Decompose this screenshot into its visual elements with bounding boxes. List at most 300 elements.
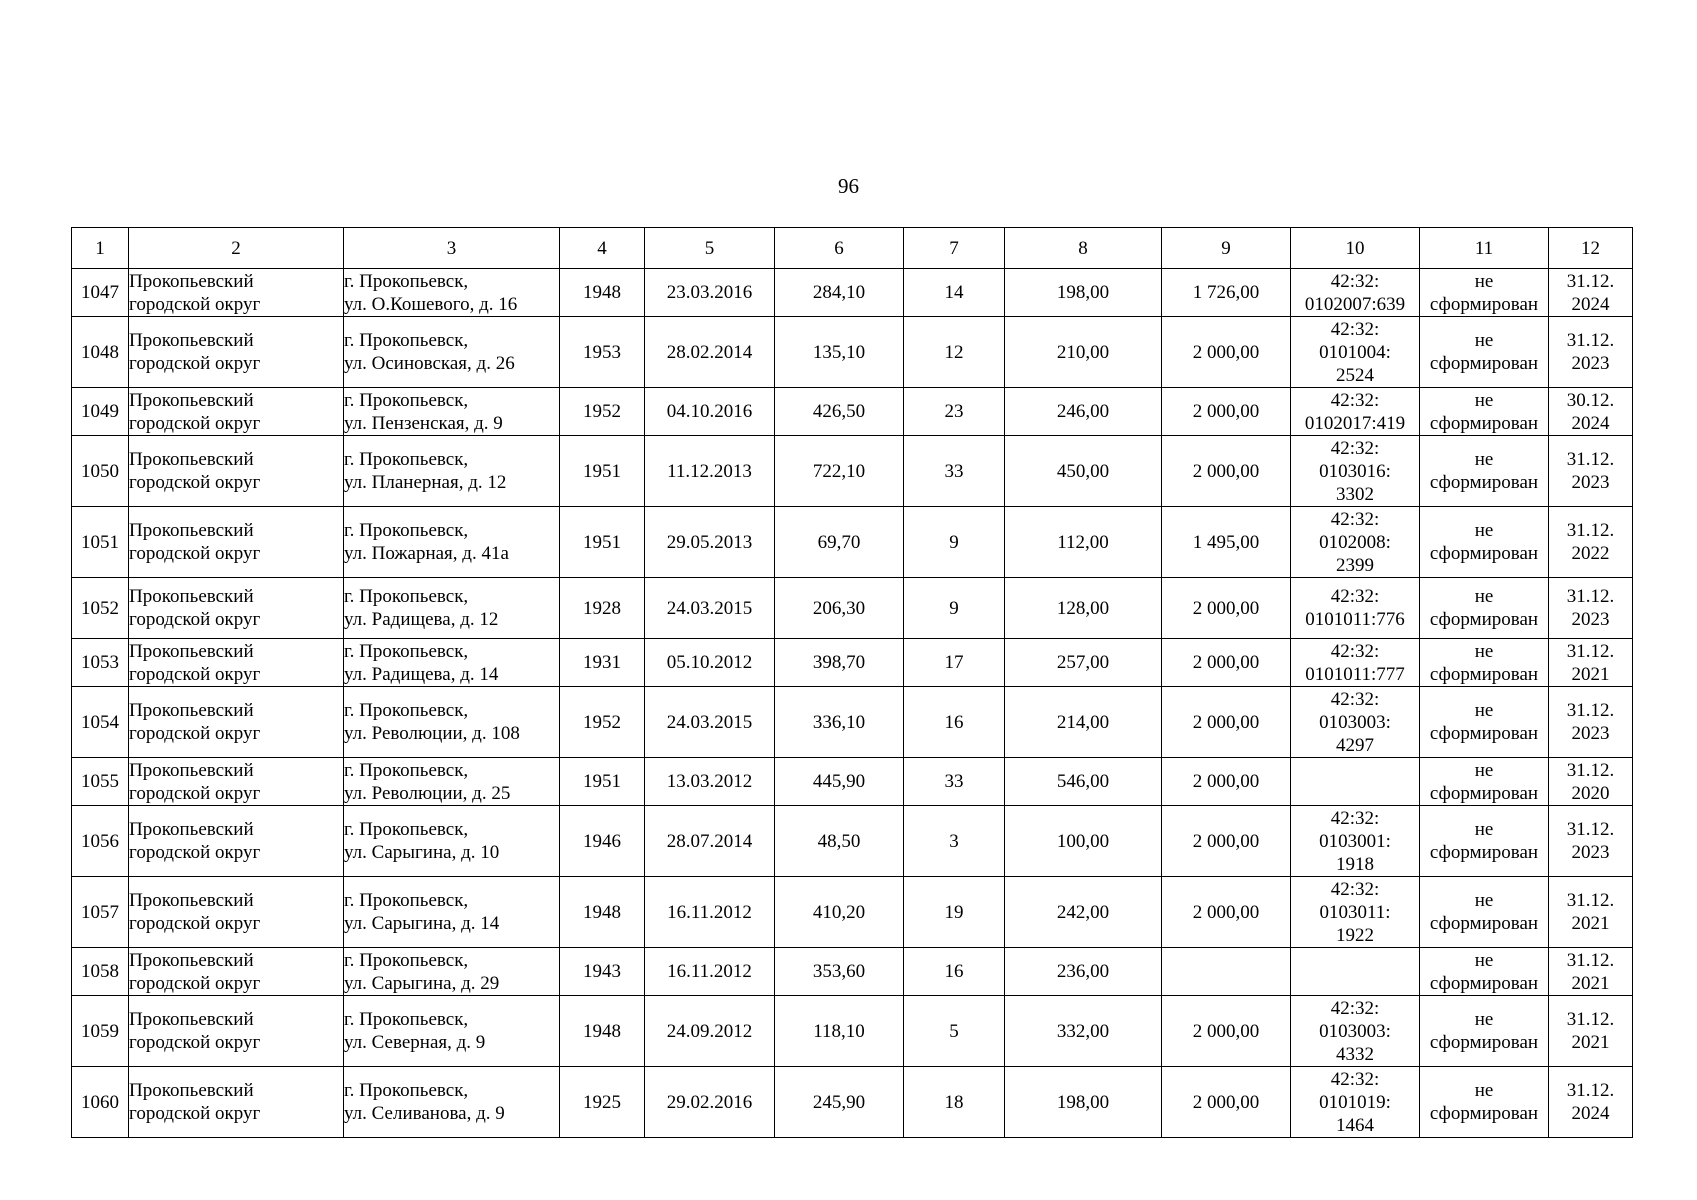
- cell-deadline-line: 31.12.: [1566, 330, 1615, 351]
- cell-col-9: 2 000,00: [1162, 317, 1291, 388]
- cell-deadline-line: 31.12.: [1566, 520, 1615, 541]
- cell-cadastral-line: 0102008:: [1319, 531, 1391, 553]
- cell-status: [1420, 507, 1549, 578]
- cell-deadline: [1549, 877, 1633, 948]
- cell-cadastral: [1291, 436, 1420, 507]
- cell-status-line: сформирован: [1429, 663, 1539, 685]
- cell-row-number: 1047: [72, 269, 129, 317]
- column-header: 11: [1420, 228, 1549, 269]
- cell-year: 1943: [560, 948, 645, 996]
- cell-address-line: г. Прокопьевск,: [344, 270, 469, 292]
- cell-row-number: 1050: [72, 436, 129, 507]
- cell-address-line: г. Прокопьевск,: [344, 949, 469, 971]
- cell-cadastral-line: 0102017:419: [1304, 412, 1406, 434]
- cell-status: [1420, 436, 1549, 507]
- cell-address-line: ул. Сарыгина, д. 14: [344, 913, 500, 934]
- cell-col-9: [1162, 948, 1291, 996]
- cell-status-line: сформирован: [1429, 543, 1539, 564]
- cell-address: [344, 877, 560, 948]
- cell-status-line: не: [1474, 949, 1494, 971]
- cell-col-6: 398,70: [775, 639, 904, 687]
- cell-date: 24.09.2012: [645, 996, 775, 1067]
- cell-status: [1420, 269, 1549, 317]
- cell-col-9: 2 000,00: [1162, 639, 1291, 687]
- cell-col-7: 14: [904, 269, 1005, 317]
- cell-address: [344, 687, 560, 758]
- cell-cadastral: [1291, 996, 1420, 1067]
- cell-address-line: ул. Революции, д. 108: [344, 723, 520, 744]
- cell-deadline-line: 31.12.: [1566, 1080, 1615, 1101]
- cell-district-line: городской округ: [129, 1103, 261, 1124]
- cell-cadastral-line: 1918: [1336, 853, 1374, 875]
- table-body: [72, 269, 1633, 1138]
- cell-address-line: г. Прокопьевск,: [344, 1080, 469, 1101]
- cell-address: [344, 507, 560, 578]
- cell-address: [344, 948, 560, 996]
- cell-col-6: 48,50: [775, 806, 904, 877]
- cell-cadastral-line: 4297: [1336, 734, 1374, 756]
- cell-col-8: 332,00: [1005, 996, 1162, 1067]
- cell-address-line: ул. Сарыгина, д. 10: [344, 842, 500, 863]
- cell-cadastral-line: 2399: [1336, 554, 1374, 576]
- cell-status: [1420, 948, 1549, 996]
- cell-col-9: 2 000,00: [1162, 758, 1291, 806]
- cell-year: 1951: [560, 758, 645, 806]
- cell-status-line: сформирован: [1429, 293, 1539, 315]
- cell-district-line: Прокопьевский: [129, 1080, 254, 1101]
- cell-year: 1948: [560, 877, 645, 948]
- cell-district-line: Прокопьевский: [129, 330, 254, 351]
- cell-status-line: сформирован: [1429, 913, 1539, 934]
- cell-cadastral-line: 42:32:: [1330, 270, 1380, 292]
- cell-cadastral-line: 1922: [1336, 924, 1374, 946]
- cell-district-line: Прокопьевский: [129, 819, 254, 840]
- cell-col-9: 2 000,00: [1162, 877, 1291, 948]
- cell-col-6: 245,90: [775, 1067, 904, 1138]
- cell-cadastral-line: 3302: [1336, 483, 1374, 505]
- column-header: 1: [72, 228, 129, 269]
- cell-district-line: городской округ: [129, 663, 261, 685]
- cell-address-line: г. Прокопьевск,: [344, 1009, 469, 1030]
- cell-cadastral-line: 2524: [1336, 364, 1374, 386]
- cell-date: 24.03.2015: [645, 578, 775, 639]
- cell-address: [344, 639, 560, 687]
- cell-cadastral-line: 42:32:: [1330, 318, 1380, 340]
- cell-col-9: 2 000,00: [1162, 388, 1291, 436]
- cell-address-line: ул. Пожарная, д. 41а: [344, 543, 509, 564]
- cell-cadastral: [1291, 269, 1420, 317]
- table-row: [72, 269, 1633, 317]
- cell-district-line: Прокопьевский: [129, 759, 254, 781]
- cell-col-6: 118,10: [775, 996, 904, 1067]
- cell-col-8: 214,00: [1005, 687, 1162, 758]
- table-row: [72, 578, 1633, 639]
- cell-col-8: 100,00: [1005, 806, 1162, 877]
- cell-deadline-line: 2021: [1571, 663, 1610, 685]
- table-row: [72, 877, 1633, 948]
- cell-cadastral-line: 42:32:: [1330, 508, 1380, 530]
- cell-status: [1420, 806, 1549, 877]
- cell-col-9: 2 000,00: [1162, 996, 1291, 1067]
- cell-col-7: 18: [904, 1067, 1005, 1138]
- cell-status-line: сформирован: [1429, 353, 1539, 374]
- cell-district-line: городской округ: [129, 543, 261, 564]
- cell-cadastral-line: 0101011:776: [1305, 609, 1405, 630]
- cell-col-9: 2 000,00: [1162, 578, 1291, 639]
- cell-address-line: г. Прокопьевск,: [344, 586, 469, 607]
- table-row: [72, 388, 1633, 436]
- cell-col-6: 722,10: [775, 436, 904, 507]
- table-row: [72, 806, 1633, 877]
- cell-status: [1420, 317, 1549, 388]
- column-header: 3: [344, 228, 560, 269]
- cell-year: 1931: [560, 639, 645, 687]
- cell-col-7: 12: [904, 317, 1005, 388]
- housing-registry-table: [71, 227, 1633, 1138]
- cell-col-8: 128,00: [1005, 578, 1162, 639]
- cell-cadastral: [1291, 687, 1420, 758]
- cell-row-number: 1058: [72, 948, 129, 996]
- cell-status: [1420, 687, 1549, 758]
- cell-deadline: [1549, 269, 1633, 317]
- cell-district-line: городской округ: [129, 609, 261, 630]
- table-row: [72, 507, 1633, 578]
- cell-cadastral-line: 0102007:639: [1304, 293, 1406, 315]
- cell-deadline-line: 2021: [1571, 1032, 1610, 1053]
- cell-year: 1928: [560, 578, 645, 639]
- cell-address-line: ул. Радищева, д. 12: [344, 609, 499, 630]
- cell-col-7: 23: [904, 388, 1005, 436]
- cell-col-9: 1 726,00: [1162, 269, 1291, 317]
- column-header: 7: [904, 228, 1005, 269]
- cell-col-9: 2 000,00: [1162, 436, 1291, 507]
- cell-status-line: сформирован: [1429, 972, 1539, 994]
- cell-col-7: 16: [904, 948, 1005, 996]
- cell-cadastral: [1291, 507, 1420, 578]
- table-row: [72, 317, 1633, 388]
- cell-status-line: не: [1474, 759, 1494, 781]
- cell-row-number: 1060: [72, 1067, 129, 1138]
- cell-date: 13.03.2012: [645, 758, 775, 806]
- cell-row-number: 1052: [72, 578, 129, 639]
- cell-col-7: 19: [904, 877, 1005, 948]
- cell-col-8: 450,00: [1005, 436, 1162, 507]
- cell-address: [344, 317, 560, 388]
- cell-status-line: не: [1474, 520, 1494, 541]
- cell-deadline-line: 31.12.: [1566, 586, 1615, 607]
- cell-deadline-line: 2024: [1571, 412, 1610, 434]
- cell-deadline-line: 30.12.: [1566, 389, 1615, 411]
- cell-deadline: [1549, 996, 1633, 1067]
- cell-col-6: 410,20: [775, 877, 904, 948]
- cell-district-line: Прокопьевский: [129, 949, 254, 971]
- cell-deadline-line: 2020: [1571, 782, 1610, 804]
- cell-deadline: [1549, 507, 1633, 578]
- cell-year: 1952: [560, 687, 645, 758]
- cell-address-line: г. Прокопьевск,: [344, 759, 469, 781]
- cell-col-8: 198,00: [1005, 269, 1162, 317]
- column-header: 9: [1162, 228, 1291, 269]
- cell-address: [344, 806, 560, 877]
- cell-date: 16.11.2012: [645, 877, 775, 948]
- cell-cadastral: [1291, 317, 1420, 388]
- cell-col-6: 206,30: [775, 578, 904, 639]
- cell-district-line: городской округ: [129, 972, 261, 994]
- cell-cadastral-line: 42:32:: [1330, 1068, 1380, 1090]
- cell-status-line: сформирован: [1429, 723, 1539, 744]
- table-row: [72, 1067, 1633, 1138]
- cell-cadastral-line: 42:32:: [1330, 688, 1380, 710]
- cell-date: 24.03.2015: [645, 687, 775, 758]
- cell-address-line: г. Прокопьевск,: [344, 449, 469, 470]
- cell-status-line: не: [1474, 389, 1494, 411]
- cell-deadline-line: 31.12.: [1566, 270, 1615, 292]
- cell-col-7: 9: [904, 507, 1005, 578]
- cell-status: [1420, 639, 1549, 687]
- cell-district: [129, 317, 344, 388]
- cell-year: 1953: [560, 317, 645, 388]
- cell-date: 23.03.2016: [645, 269, 775, 317]
- cell-district-line: городской округ: [129, 412, 261, 434]
- cell-col-8: 210,00: [1005, 317, 1162, 388]
- cell-cadastral: [1291, 877, 1420, 948]
- cell-col-7: 33: [904, 758, 1005, 806]
- cell-deadline-line: 2023: [1571, 842, 1610, 863]
- cell-cadastral-line: 42:32:: [1330, 997, 1380, 1019]
- cell-address-line: г. Прокопьевск,: [344, 640, 469, 662]
- cell-row-number: 1056: [72, 806, 129, 877]
- cell-cadastral-line: 0103003:: [1319, 1020, 1391, 1042]
- cell-district: [129, 269, 344, 317]
- cell-address: [344, 1067, 560, 1138]
- cell-district-line: городской округ: [129, 723, 261, 744]
- cell-col-9: 2 000,00: [1162, 806, 1291, 877]
- cell-deadline-line: 2024: [1571, 293, 1610, 315]
- cell-cadastral: [1291, 1067, 1420, 1138]
- cell-district-line: Прокопьевский: [129, 389, 254, 411]
- cell-address: [344, 758, 560, 806]
- cell-row-number: 1053: [72, 639, 129, 687]
- column-header: 5: [645, 228, 775, 269]
- cell-district-line: Прокопьевский: [129, 449, 254, 470]
- cell-deadline-line: 31.12.: [1566, 700, 1615, 721]
- cell-date: 16.11.2012: [645, 948, 775, 996]
- cell-cadastral-line: 0101019:: [1319, 1091, 1391, 1113]
- column-header: 12: [1549, 228, 1633, 269]
- cell-row-number: 1051: [72, 507, 129, 578]
- column-header: 10: [1291, 228, 1420, 269]
- cell-deadline-line: 31.12.: [1566, 759, 1615, 781]
- cell-cadastral-line: 0101011:777: [1305, 663, 1405, 685]
- cell-year: 1925: [560, 1067, 645, 1138]
- cell-date: 29.05.2013: [645, 507, 775, 578]
- cell-status: [1420, 996, 1549, 1067]
- cell-address: [344, 269, 560, 317]
- cell-district: [129, 996, 344, 1067]
- table-row: [72, 639, 1633, 687]
- cell-cadastral-line: 42:32:: [1330, 878, 1380, 900]
- cell-cadastral-line: 4332: [1336, 1043, 1374, 1065]
- cell-deadline: [1549, 578, 1633, 639]
- cell-deadline-line: 2022: [1571, 543, 1610, 564]
- cell-district: [129, 436, 344, 507]
- cell-address-line: ул. Радищева, д. 14: [344, 663, 499, 685]
- cell-address: [344, 436, 560, 507]
- cell-district-line: Прокопьевский: [129, 890, 254, 911]
- cell-col-7: 9: [904, 578, 1005, 639]
- cell-date: 28.02.2014: [645, 317, 775, 388]
- cell-status-line: не: [1474, 890, 1494, 911]
- cell-status-line: не: [1474, 700, 1494, 721]
- cell-cadastral-line: 42:32:: [1330, 807, 1380, 829]
- cell-address-line: г. Прокопьевск,: [344, 520, 469, 541]
- cell-status-line: сформирован: [1429, 782, 1539, 804]
- cell-status-line: не: [1474, 640, 1494, 662]
- cell-deadline: [1549, 639, 1633, 687]
- cell-col-6: 426,50: [775, 388, 904, 436]
- cell-date: 28.07.2014: [645, 806, 775, 877]
- cell-status-line: не: [1474, 819, 1494, 840]
- cell-district-line: городской округ: [129, 293, 261, 315]
- cell-deadline: [1549, 317, 1633, 388]
- cell-col-8: 236,00: [1005, 948, 1162, 996]
- cell-status: [1420, 758, 1549, 806]
- cell-status: [1420, 1067, 1549, 1138]
- cell-district-line: Прокопьевский: [129, 700, 254, 721]
- cell-deadline: [1549, 388, 1633, 436]
- cell-district-line: городской округ: [129, 1032, 261, 1053]
- cell-cadastral: [1291, 388, 1420, 436]
- cell-address: [344, 578, 560, 639]
- cell-deadline-line: 2023: [1571, 353, 1610, 374]
- cell-deadline: [1549, 948, 1633, 996]
- cell-status: [1420, 578, 1549, 639]
- cell-row-number: 1049: [72, 388, 129, 436]
- cell-col-8: 112,00: [1005, 507, 1162, 578]
- cell-cadastral-line: 0101004:: [1319, 341, 1391, 363]
- cell-row-number: 1054: [72, 687, 129, 758]
- cell-year: 1946: [560, 806, 645, 877]
- cell-deadline-line: 31.12.: [1566, 819, 1615, 840]
- cell-date: 29.02.2016: [645, 1067, 775, 1138]
- cell-district: [129, 388, 344, 436]
- cell-col-6: 69,70: [775, 507, 904, 578]
- cell-deadline-line: 2021: [1571, 972, 1610, 994]
- cell-district-line: Прокопьевский: [129, 270, 254, 292]
- cell-district: [129, 806, 344, 877]
- cell-col-8: 246,00: [1005, 388, 1162, 436]
- cell-status-line: сформирован: [1429, 842, 1539, 863]
- cell-cadastral-line: 1464: [1336, 1114, 1374, 1136]
- cell-deadline-line: 31.12.: [1566, 890, 1615, 911]
- cell-row-number: 1059: [72, 996, 129, 1067]
- cell-status-line: не: [1474, 270, 1494, 292]
- table-row: [72, 758, 1633, 806]
- cell-cadastral-line: 0103016:: [1319, 460, 1391, 482]
- cell-district-line: городской округ: [129, 782, 261, 804]
- cell-district-line: городской округ: [129, 353, 261, 374]
- cell-deadline-line: 2024: [1571, 1103, 1610, 1124]
- cell-year: 1951: [560, 507, 645, 578]
- cell-status-line: сформирован: [1429, 412, 1539, 434]
- cell-cadastral: [1291, 948, 1420, 996]
- cell-status-line: сформирован: [1429, 1103, 1539, 1124]
- cell-district-line: Прокопьевский: [129, 640, 254, 662]
- cell-deadline-line: 2023: [1571, 723, 1610, 744]
- cell-deadline-line: 31.12.: [1566, 949, 1615, 971]
- cell-year: 1948: [560, 269, 645, 317]
- cell-status-line: не: [1474, 1009, 1494, 1030]
- cell-row-number: 1048: [72, 317, 129, 388]
- cell-status-line: не: [1474, 1080, 1494, 1101]
- cell-address-line: г. Прокопьевск,: [344, 330, 469, 351]
- cell-cadastral: [1291, 758, 1420, 806]
- cell-cadastral-line: 42:32:: [1330, 640, 1380, 662]
- cell-address-line: ул. Революции, д. 25: [344, 782, 511, 804]
- cell-col-7: 16: [904, 687, 1005, 758]
- cell-year: 1948: [560, 996, 645, 1067]
- cell-cadastral-line: 0103011:: [1319, 901, 1391, 923]
- column-header: 4: [560, 228, 645, 269]
- cell-cadastral-line: 0103001:: [1319, 830, 1391, 852]
- column-header: 8: [1005, 228, 1162, 269]
- column-header: 6: [775, 228, 904, 269]
- cell-status-line: не: [1474, 330, 1494, 351]
- cell-address-line: г. Прокопьевск,: [344, 819, 469, 840]
- cell-date: 11.12.2013: [645, 436, 775, 507]
- cell-col-7: 17: [904, 639, 1005, 687]
- cell-address-line: ул. Селиванова, д. 9: [344, 1103, 505, 1124]
- cell-cadastral: [1291, 578, 1420, 639]
- column-header: 2: [129, 228, 344, 269]
- cell-col-8: 546,00: [1005, 758, 1162, 806]
- page-number: 96: [838, 174, 859, 198]
- cell-col-6: 336,10: [775, 687, 904, 758]
- cell-address: [344, 996, 560, 1067]
- cell-cadastral-line: 42:32:: [1330, 437, 1380, 459]
- table-row: [72, 948, 1633, 996]
- cell-deadline: [1549, 436, 1633, 507]
- cell-col-6: 445,90: [775, 758, 904, 806]
- cell-district: [129, 507, 344, 578]
- cell-status: [1420, 877, 1549, 948]
- table-row: [72, 436, 1633, 507]
- cell-district: [129, 948, 344, 996]
- cell-cadastral: [1291, 639, 1420, 687]
- cell-deadline-line: 31.12.: [1566, 640, 1615, 662]
- cell-status-line: сформирован: [1429, 1032, 1539, 1053]
- cell-col-8: 242,00: [1005, 877, 1162, 948]
- cell-cadastral-line: 42:32:: [1330, 586, 1380, 607]
- cell-deadline: [1549, 806, 1633, 877]
- cell-address-line: ул. Северная, д. 9: [344, 1032, 486, 1053]
- cell-col-8: 257,00: [1005, 639, 1162, 687]
- cell-district: [129, 578, 344, 639]
- cell-status-line: сформирован: [1429, 609, 1539, 630]
- cell-cadastral: [1291, 806, 1420, 877]
- cell-year: 1952: [560, 388, 645, 436]
- cell-district: [129, 758, 344, 806]
- cell-status-line: не: [1474, 449, 1494, 470]
- cell-date: 05.10.2012: [645, 639, 775, 687]
- cell-address-line: г. Прокопьевск,: [344, 890, 469, 911]
- cell-status-line: сформирован: [1429, 472, 1539, 493]
- cell-year: 1951: [560, 436, 645, 507]
- table-row: [72, 687, 1633, 758]
- cell-address-line: ул. Сарыгина, д. 29: [344, 972, 500, 994]
- cell-address-line: г. Прокопьевск,: [344, 389, 469, 411]
- cell-deadline-line: 2021: [1571, 913, 1610, 934]
